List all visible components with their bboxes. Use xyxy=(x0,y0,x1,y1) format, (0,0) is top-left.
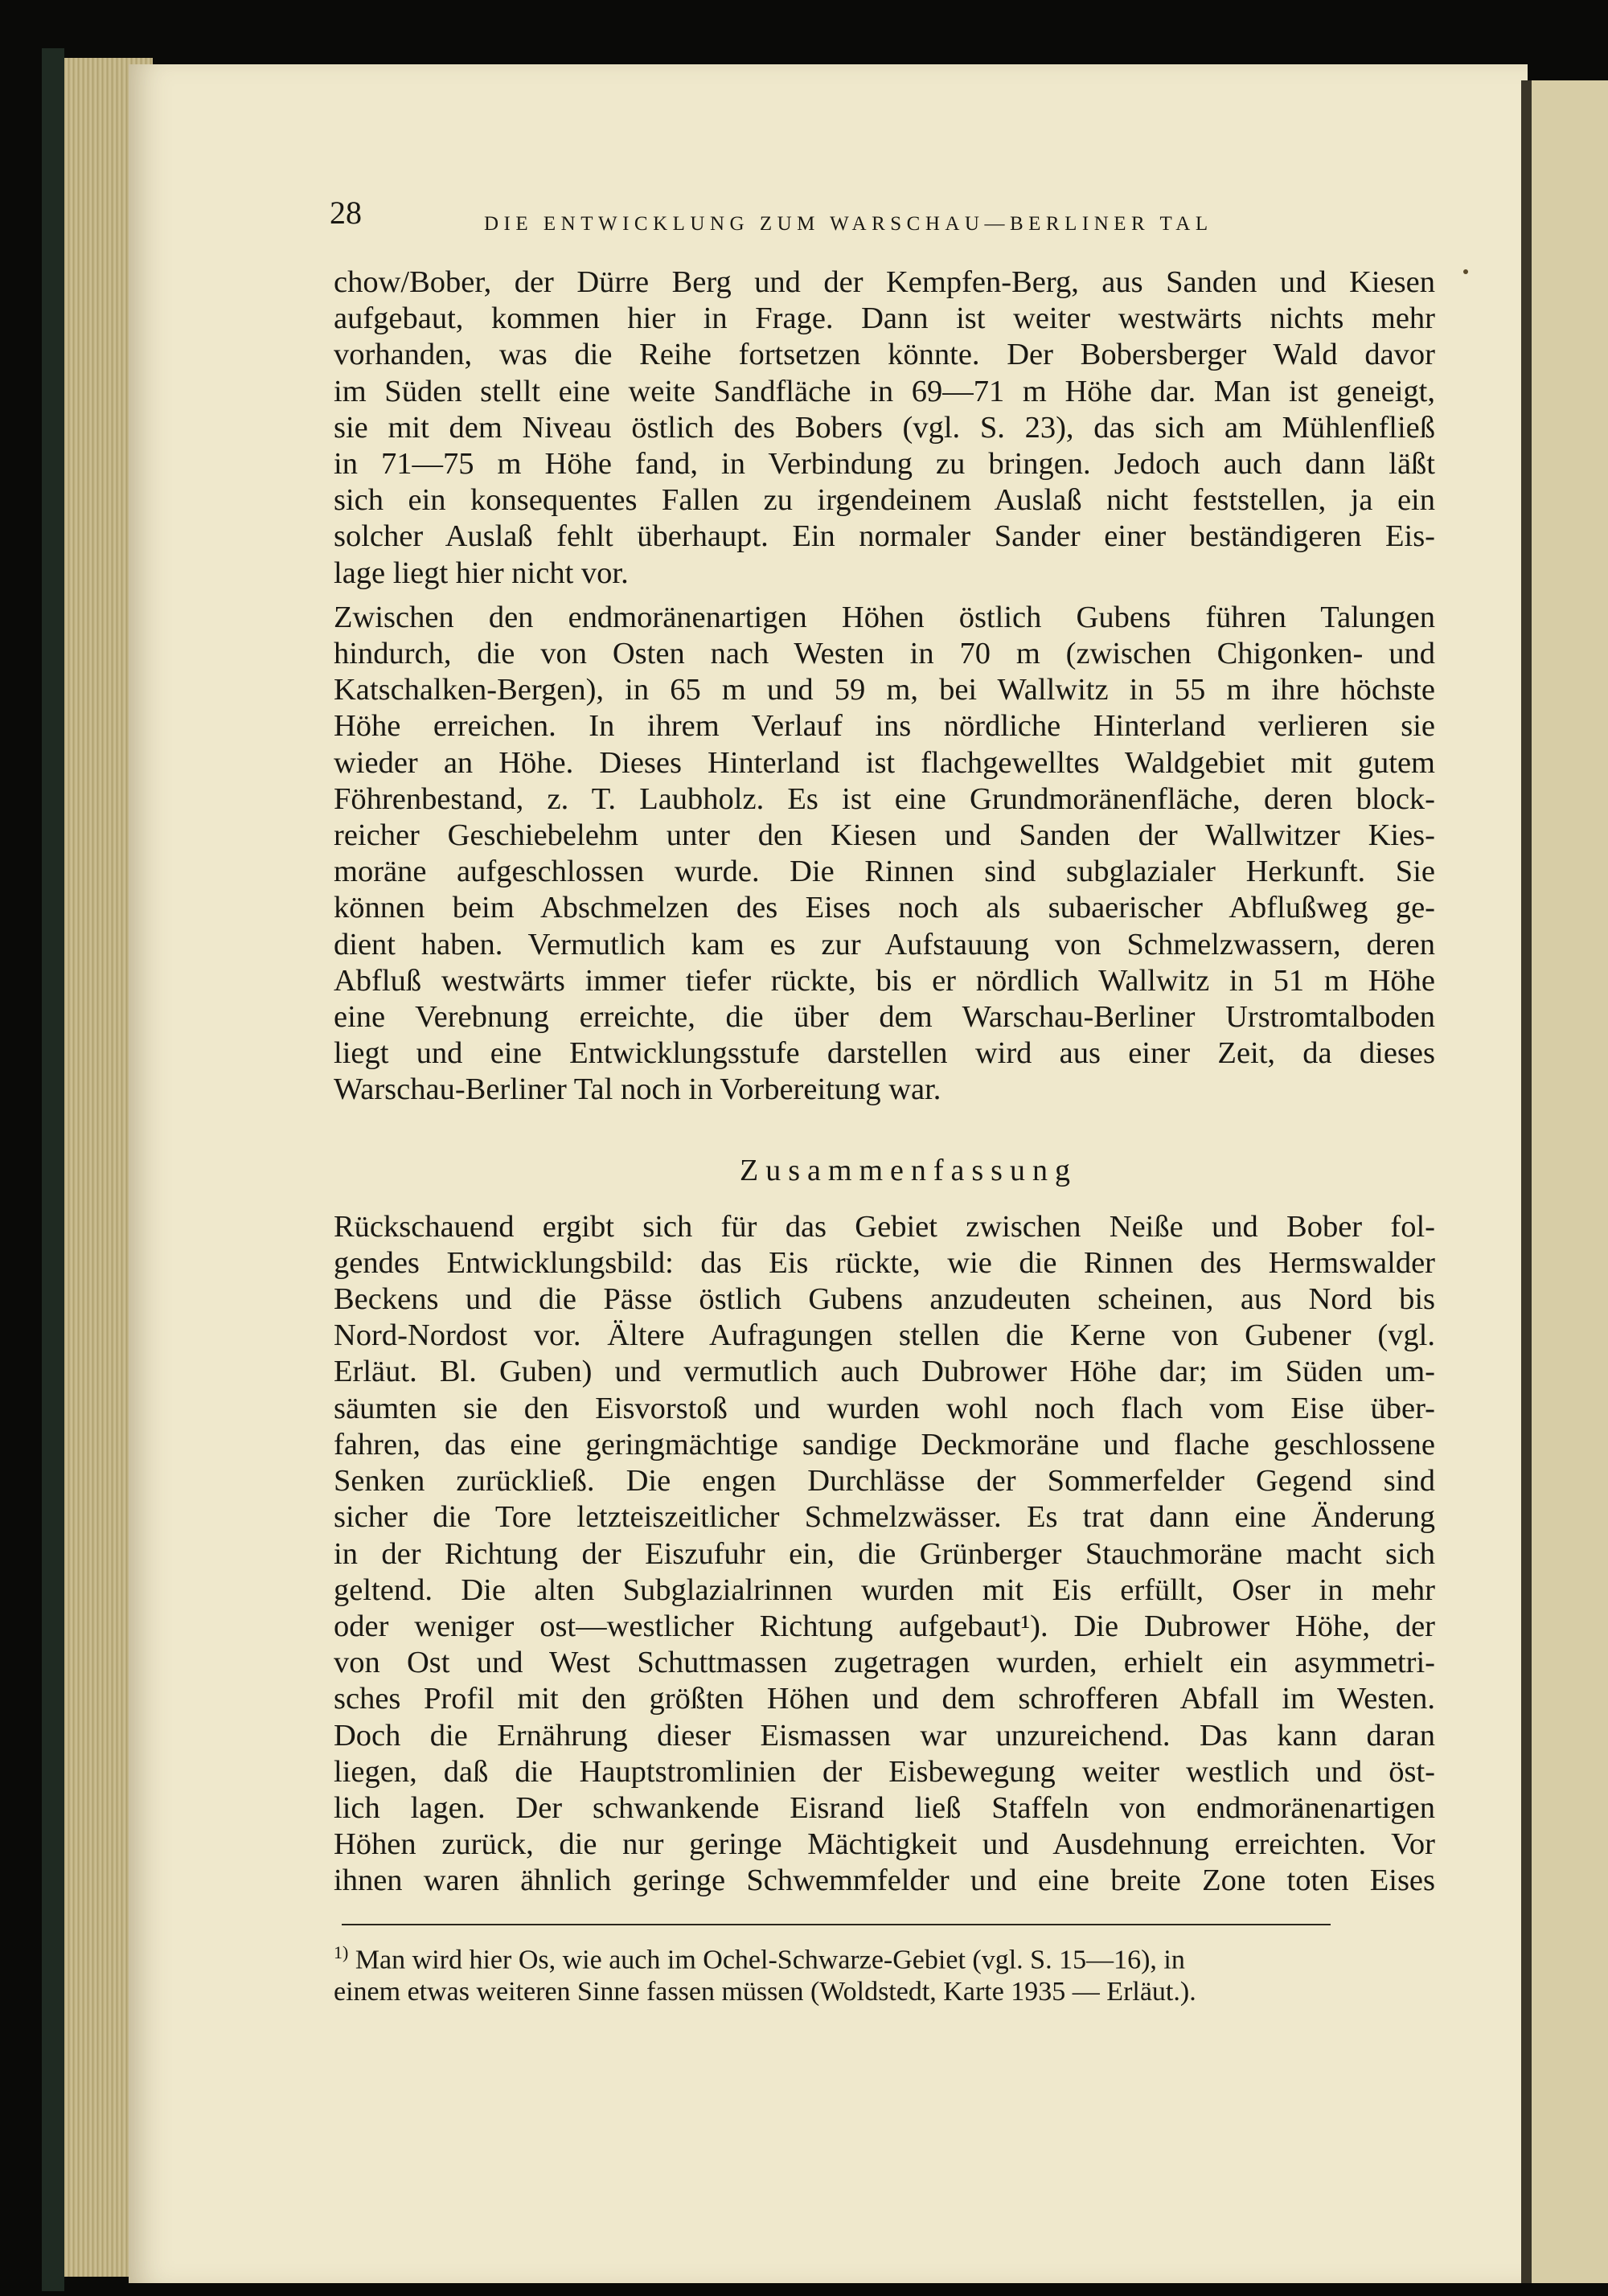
text-line: Beckens und die Pässe östlich Gubens anzudeuten scheinen, aus Nord bis xyxy=(334,1282,1435,1317)
text-line: Warschau-Berliner Tal noch in Vorbereitung war. xyxy=(334,1072,941,1107)
text-line: Höhen zurück, die nur geringe Mächtigkeit und Ausdehnung erreichten. Vor xyxy=(334,1827,1435,1862)
text-line: säumten sie den Eisvorstoß und wurden wohl noch flach vom Eise über- xyxy=(334,1391,1435,1425)
text-line: sches Profil mit den größten Höhen und dem schrofferen Abfall im Westen. xyxy=(334,1682,1435,1716)
text-line: können beim Abschmelzen des Eises noch als subaerischer Abflußweg ge- xyxy=(334,891,1435,925)
text-line: vorhanden, was die Reihe fortsetzen könnte. Der Bobersberger Wald davor xyxy=(334,338,1435,372)
paragraph-1 xyxy=(334,264,1435,592)
page-text xyxy=(330,189,1435,2008)
text-line: lich lagen. Der schwankende Eisrand ließ Staffeln von endmoränenartigen xyxy=(334,1790,1435,1825)
text-line: aufgebaut, kommen hier in Frage. Dann ist weiter westwärts nichts mehr xyxy=(334,301,1435,336)
text-line: Katschalken-Bergen), in 65 m und 59 m, bei Wallwitz in 55 m ihre höchste xyxy=(334,673,1435,707)
text-line: geltend. Die alten Subglazialrinnen wurden mit Eis erfüllt, Oser in mehr xyxy=(334,1572,1435,1607)
text-line: chow/Bober, der Dürre Berg und der Kempfen-Berg, aus Sanden und Kiesen xyxy=(334,265,1435,299)
text-line: moräne aufgeschlossen wurde. Die Rinnen sind subglazialer Herkunft. Sie xyxy=(334,855,1435,889)
text-line: eine Verebnung erreichte, die über dem Warschau-Berliner Urstromtalboden xyxy=(334,1000,1435,1035)
running-head: DIE ENTWICKLUNG ZUM WARSCHAU—BERLINER TAL xyxy=(484,213,1213,235)
text-line: dient haben. Vermutlich kam es zur Aufstauung von Schmelzwassern, deren xyxy=(334,927,1435,961)
ink-speck xyxy=(1463,269,1468,274)
text-line: wieder an Höhe. Dieses Hinterland ist flachgewelltes Waldgebiet mit gutem xyxy=(334,745,1435,780)
text-line: oder weniger ost—westlicher Richtung aufgebaut¹). Die Dubrower Höhe, der xyxy=(334,1609,1435,1643)
text-line: Föhrenbestand, z. T. Laubholz. Es ist eine Grundmoränenfläche, deren block- xyxy=(334,781,1435,816)
text-line: in 71—75 m Höhe fand, in Verbindung zu bringen. Jedoch auch dann läßt xyxy=(334,447,1435,482)
text-line: von Ost und West Schuttmassen zugetragen wurden, erhielt ein asymmetri- xyxy=(334,1646,1435,1680)
paragraph-3 xyxy=(334,1209,1435,1900)
footnote xyxy=(334,1937,1435,2008)
text-line: solcher Auslaß fehlt überhaupt. Ein normaler Sander einer beständigeren Eis- xyxy=(334,519,1435,554)
text-line: Rückschauend ergibt sich für das Gebiet zwischen Neiße und Bober fol- xyxy=(334,1209,1435,1244)
text-line: liegt und eine Entwicklungsstufe darstellen wird aus einer Zeit, da dieses xyxy=(334,1036,1435,1071)
text-line: sich ein konsequentes Fallen zu irgendeinem Auslaß nicht feststellen, ja ein xyxy=(334,483,1435,518)
text-line: sicher die Tore letzteiszeitlicher Schmelzwässer. Es trat dann eine Änderung xyxy=(334,1500,1435,1535)
footnote-mark: 1) xyxy=(334,1941,349,1962)
facing-page-edge xyxy=(1532,80,1608,2283)
text-line: ihnen waren ähnlich geringe Schwemmfelder und eine breite Zone toten Eises xyxy=(334,1863,1435,1898)
text-line: Zwischen den endmoränenartigen Höhen östlich Gubens führen Talungen xyxy=(334,600,1435,634)
footnote-line-1 xyxy=(334,1937,1435,1976)
page-header xyxy=(330,189,1435,237)
text-line: gendes Entwicklungsbild: das Eis rückte, wie die Rinnen des Hermswalder xyxy=(334,1245,1435,1280)
text-line: im Süden stellt eine weite Sandfläche in 69—71 m Höhe dar. Man ist geneigt, xyxy=(334,374,1435,408)
text-line: sie mit dem Niveau östlich des Bobers (vgl. S. 23), das sich am Mühlenfließ xyxy=(334,410,1435,445)
section-title: Zusammenfassung xyxy=(740,1153,1077,1187)
text-line: Nord-Nordost vor. Ältere Aufragungen stellen die Kerne von Gubener (vgl. xyxy=(334,1318,1435,1353)
text-line: Doch die Ernährung dieser Eismassen war unzureichend. Das kann daran xyxy=(334,1718,1435,1753)
footnote-rule xyxy=(342,1924,1331,1925)
page-number: 28 xyxy=(330,195,362,231)
text-line: hindurch, die von Osten nach Westen in 70 m (zwischen Chigonken- und xyxy=(334,637,1435,671)
text-line: fahren, das eine geringmächtige sandige Deckmoräne und flache geschlossene xyxy=(334,1427,1435,1462)
text-line: liegen, daß die Hauptstromlinien der Eisbewegung weiter westlich und öst- xyxy=(334,1754,1435,1789)
book-cover-edge xyxy=(42,48,64,2291)
paragraph-2 xyxy=(334,600,1435,1109)
text-line: reicher Geschiebelehm unter den Kiesen und Sanden der Wallwitzer Kies- xyxy=(334,818,1435,853)
text-line: Abfluß westwärts immer tiefer rückte, bis er nördlich Wallwitz in 51 m Höhe xyxy=(334,963,1435,998)
footnote-line-2: einem etwas weiteren Sinne fassen müssen (Woldstedt, Karte 1935 — Erläut.). xyxy=(334,1976,1196,2007)
text-line: lage liegt hier nicht vor. xyxy=(334,556,629,590)
text-line: Erläut. Bl. Guben) und vermutlich auch Dubrower Höhe dar; im Süden um- xyxy=(334,1355,1435,1389)
text-line: Höhe erreichen. In ihrem Verlauf ins nördliche Hinterland verlieren sie xyxy=(334,709,1435,744)
text-line: in der Richtung der Eiszufuhr ein, die Grünberger Stauchmoräne macht sich xyxy=(334,1536,1435,1571)
text-line: Senken zurückließ. Die engen Durchlässe der Sommerfelder Gegend sind xyxy=(334,1464,1435,1499)
footnote-text-1: Man wird hier Os, wie auch im Ochel-Schwarze-Gebiet (vgl. S. 15—16), in xyxy=(355,1944,1185,1974)
